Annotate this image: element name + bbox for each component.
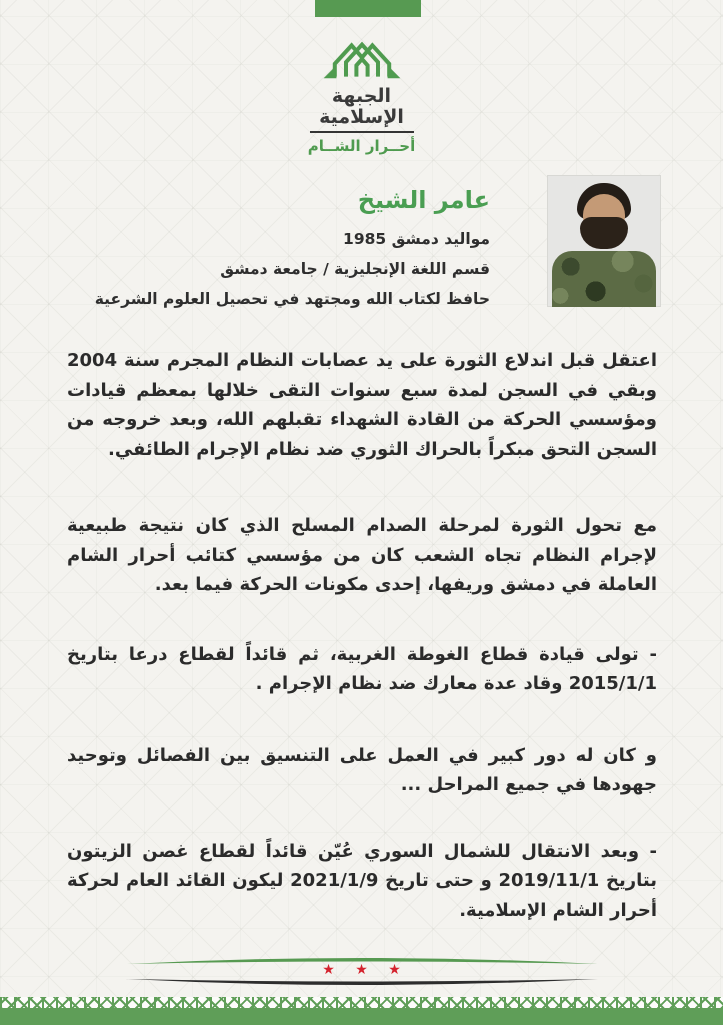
bio-paragraph: مع تحول الثورة لمرحلة الصدام المسلح الذي كان نتيجة طبيعية لإجرام النظام تجاه الشعب كان من مؤسسي كتائب أحرار الشام العاملة في دمشق وريفها، إحدى مكونات الحركة فيما بعد. bbox=[67, 515, 657, 595]
logo-divider bbox=[310, 131, 414, 133]
org-subtitle: أحــرار الشــام bbox=[307, 137, 416, 156]
bio-paragraph: و كان له دور كبير في العمل على التنسيق بين الفصائل وتوحيد جهودها في جميع المراحل ... bbox=[67, 744, 657, 795]
profile-photo bbox=[547, 175, 661, 307]
biography-text bbox=[67, 346, 657, 925]
org-name-calligraphy: الجبهة الإسلامية bbox=[319, 85, 404, 128]
zigzag-border bbox=[0, 997, 723, 1008]
black-swoosh-icon bbox=[122, 976, 602, 988]
bio-paragraph: - وبعد الانتقال للشمال السوري عُيّن قائداً لقطاع غصن الزيتون بتاريخ 2019/11/1 و حتى تاريخ 2021/1/9 ليكون القائد العام لحركة أحرار الشام الإسلامية. bbox=[67, 840, 657, 921]
bio-paragraph: اعتقل قبل اندلاع الثورة على يد عصابات النظام المجرم سنة 2004 وبقي في السجن لمدة سبع سنوات التقى خلالها بمعظم قيادات ومؤسسي الحركة من القادة الشهداء تقبلهم الله، وبعد خروجه من السجن التحق مبكراً بالحراك الثوري ضد نظام الإجرام الطائفي. bbox=[67, 350, 657, 460]
three-red-stars-icon: ★ ★ ★ bbox=[322, 962, 401, 978]
emblem-icon bbox=[314, 34, 410, 84]
profile-birth-line: مواليد دمشق 1985 bbox=[343, 230, 490, 248]
bio-paragraph: - تولى قيادة قطاع الغوطة الغربية، ثم قائداً لقطاع درعا بتاريخ 2015/1/1 وقاد عدة معارك ضد نظام الإجرام . bbox=[67, 643, 657, 694]
profile-education-line: قسم اللغة الإنجليزية / جامعة دمشق bbox=[220, 260, 490, 278]
profile-name: عامر الشيخ bbox=[357, 186, 490, 214]
profile-piety-line: حافظ لكتاب الله ومجتهد في تحصيل العلوم الشرعية bbox=[94, 290, 490, 308]
photo-beard bbox=[580, 217, 628, 249]
organization-logo bbox=[0, 34, 723, 155]
top-green-tab bbox=[315, 0, 421, 17]
flag-divider bbox=[0, 953, 723, 989]
photo-camo-jacket bbox=[552, 251, 656, 307]
profile-header bbox=[95, 186, 490, 314]
bottom-green-bar bbox=[0, 1008, 723, 1025]
